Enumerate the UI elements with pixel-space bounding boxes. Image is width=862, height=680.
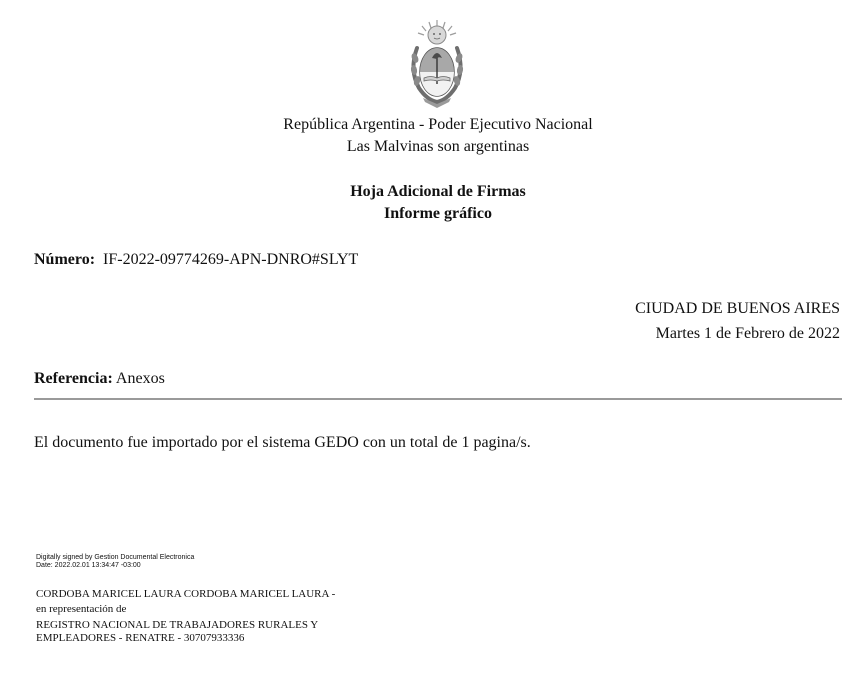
header-motto: Las Malvinas son argentinas bbox=[346, 138, 530, 155]
signer-name: CORDOBA MARICEL LAURA CORDOBA MARICEL LAURA - bbox=[36, 588, 336, 600]
reference-value: Anexos bbox=[115, 370, 165, 387]
date: Martes 1 de Febrero de 2022 bbox=[655, 325, 840, 342]
document-number bbox=[34, 250, 358, 270]
header-institution: República Argentina - Poder Ejecutivo Nacional bbox=[283, 116, 593, 133]
city: CIUDAD DE BUENOS AIRES bbox=[635, 300, 840, 317]
signer-representation: en representación de bbox=[36, 603, 127, 615]
signer-organization-line2: EMPLEADORES - RENATRE - 30707933336 bbox=[36, 632, 245, 644]
signature-date: Date: 2022.02.01 13:34:47 -03:00 bbox=[36, 562, 141, 569]
document-subtitle: Informe gráfico bbox=[384, 205, 492, 222]
document-title: Hoja Adicional de Firmas bbox=[350, 183, 526, 200]
document-body: El documento fue importado por el sistema GEDO con un total de 1 pagina/s. bbox=[34, 434, 531, 451]
divider bbox=[34, 398, 842, 400]
signature-digital-notice: Digitally signed by Gestion Documental Electronica bbox=[36, 554, 195, 561]
coat-of-arms-icon bbox=[405, 18, 469, 112]
reference-label: Referencia: bbox=[34, 370, 113, 387]
document-number-label: Número: bbox=[34, 251, 96, 268]
reference bbox=[34, 369, 165, 389]
signer-organization-line1: REGISTRO NACIONAL DE TRABAJADORES RURALES Y bbox=[36, 619, 319, 631]
document-number-value: IF-2022-09774269-APN-DNRO#SLYT bbox=[103, 251, 359, 268]
